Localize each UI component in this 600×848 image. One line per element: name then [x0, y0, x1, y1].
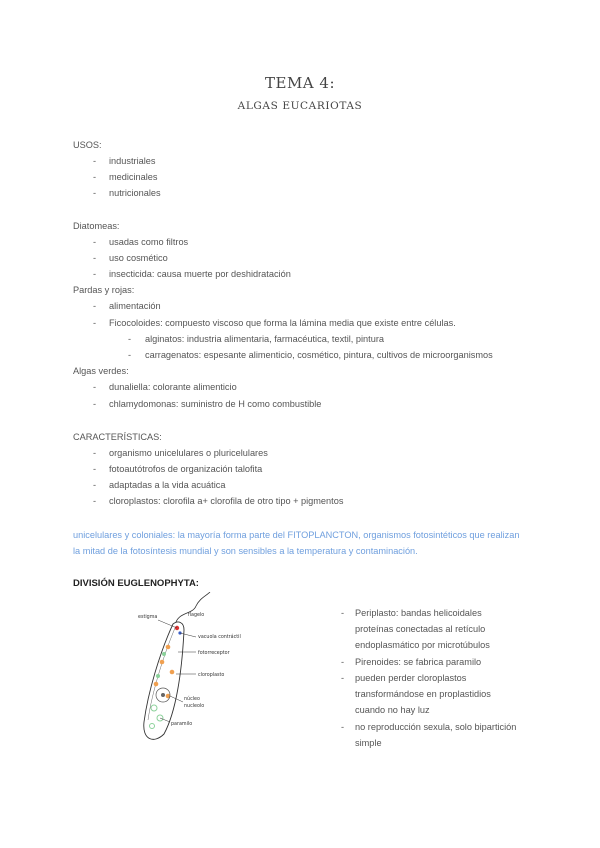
diagram-label: cloroplasto: [198, 673, 225, 678]
label-line: [180, 633, 196, 637]
green-dot: [150, 724, 155, 729]
bullet-dash: -: [341, 673, 345, 683]
note-line: pueden perder cloroplastos: [355, 673, 467, 683]
bullet-dash: -: [93, 464, 97, 474]
list-item: cloroplastos: clorofila a+ clorofila de otro tipo + pigmentos: [109, 496, 344, 506]
sub-list-item: alginatos: industria alimentaria, farmacéutica, textil, pintura: [145, 334, 384, 344]
list-item: uso cosmético: [109, 253, 168, 263]
blue-note-line: unicelulares y coloniales: la mayoría forma parte del FITOPLANCTON, organismos fotosintéticos que realizan: [73, 530, 520, 540]
diagram-label: flagelo: [188, 613, 205, 618]
list-item: usadas como filtros: [109, 237, 189, 247]
bullet-dash: -: [93, 172, 97, 182]
bullet-dash: -: [93, 156, 97, 166]
bullet-dash: -: [341, 608, 345, 618]
euglena-diagram: [118, 592, 278, 747]
bullet-dash: -: [93, 318, 97, 328]
list-item: nutricionales: [109, 188, 161, 198]
note-line: cuando no hay luz: [355, 705, 430, 715]
note-line: transformándose en proplastidios: [355, 689, 491, 699]
bullet-dash: -: [128, 334, 132, 344]
list-item: medicinales: [109, 172, 158, 182]
list-item: Ficocoloides: compuesto viscoso que forma la lámina media que existe entre células.: [109, 318, 456, 328]
division-heading: DIVISIÓN EUGLENOPHYTA:: [73, 578, 199, 589]
usos-heading: USOS:: [73, 140, 102, 150]
bullet-dash: -: [93, 301, 97, 311]
diagram-label: paramilo: [171, 722, 193, 727]
diagram-label: vacuola contráctil: [198, 635, 241, 640]
chloroplast-dot: [154, 682, 159, 687]
list-item: alimentación: [109, 301, 161, 311]
bullet-dash: -: [93, 448, 97, 458]
bullet-dash: -: [93, 480, 97, 490]
verdes-heading: Algas verdes:: [73, 366, 129, 376]
bullet-dash: -: [93, 382, 97, 392]
page-subtitle: ALGAS EUCARIOTAS: [237, 100, 363, 112]
list-item: organismo unicelulares o pluricelulares: [109, 448, 268, 458]
blue-note-line: la mitad de la fotosíntesis mundial y son sensibles a la temperatura y contaminación.: [73, 546, 418, 556]
diagram-label: fotorreceptor: [198, 651, 230, 656]
bullet-dash: -: [93, 253, 97, 263]
list-item: chlamydomonas: suministro de H como combustible: [109, 399, 322, 409]
bullet-dash: -: [93, 496, 97, 506]
list-item: dunaliella: colorante alimenticio: [109, 382, 237, 392]
diagram-label: nucleolo: [184, 704, 205, 709]
bullet-dash: -: [93, 188, 97, 198]
note-line: simple: [355, 738, 382, 748]
chloroplast-dot: [160, 660, 165, 665]
list-item: adaptadas a la vida acuática: [109, 480, 226, 490]
diatomeas-heading: Diatomeas:: [73, 221, 120, 231]
bullet-dash: -: [93, 269, 97, 279]
list-item: industriales: [109, 156, 156, 166]
green-dot: [151, 705, 157, 711]
note-line: no reproducción sexula, solo bipartición: [355, 722, 517, 732]
note-line: Periplasto: bandas helicoidales: [355, 608, 482, 618]
label-line: [158, 620, 177, 628]
diagram-label: estigma: [138, 615, 158, 620]
page-title: TEMA 4:: [264, 74, 335, 92]
nucleolus-dot: [161, 693, 165, 697]
bullet-dash: -: [93, 237, 97, 247]
caracteristicas-heading: CARACTERÍSTICAS:: [73, 432, 162, 442]
note-line: proteínas conectadas al retículo: [355, 624, 486, 634]
pardas-heading: Pardas y rojas:: [73, 285, 135, 295]
bullet-dash: -: [341, 722, 345, 732]
sub-list-item: carragenatos: espesante alimenticio, cosmético, pintura, cultivos de microorganismos: [145, 350, 493, 360]
green-dot: [162, 652, 166, 656]
bullet-dash: -: [341, 657, 345, 667]
green-dot: [156, 674, 160, 678]
chloroplast-dot: [170, 670, 175, 675]
bullet-dash: -: [128, 350, 132, 360]
list-item: fotoautótrofos de organización talofita: [109, 464, 263, 474]
list-item: insecticida: causa muerte por deshidratación: [109, 269, 291, 279]
bullet-dash: -: [93, 399, 97, 409]
chloroplast-dot: [166, 645, 171, 650]
diagram-label: núcleo: [184, 697, 200, 702]
note-line: endoplasmático por microtúbulos: [355, 640, 490, 650]
note-line: Pirenoides: se fabrica paramilo: [355, 657, 482, 667]
